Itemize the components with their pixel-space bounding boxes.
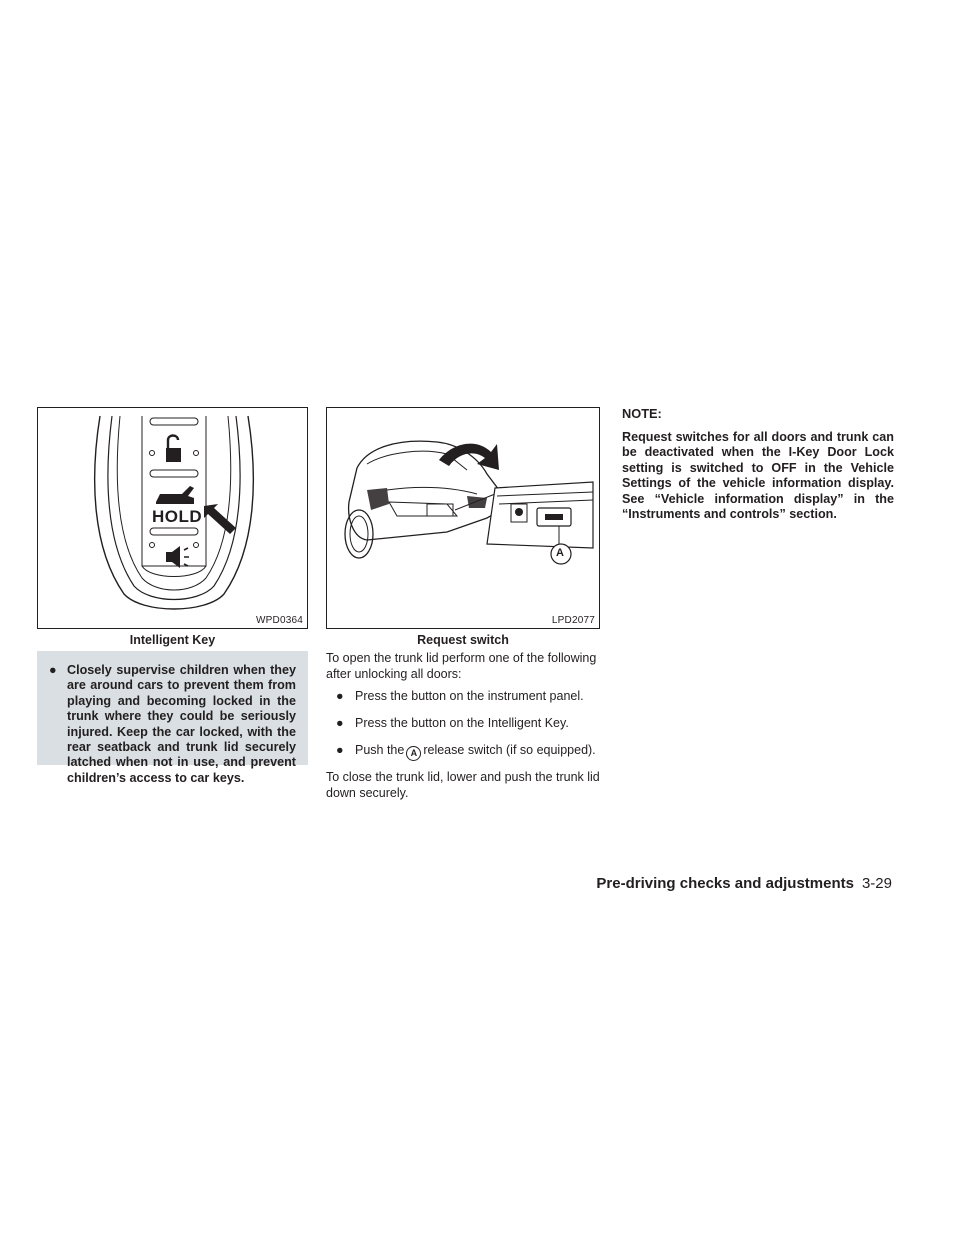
page-footer — [596, 875, 892, 892]
figure-caption: Intelligent Key — [129, 633, 216, 647]
panic-alarm-icon — [166, 546, 189, 568]
warning-text: Closely supervise children when they are around cars to prevent them from playing and becoming locked in the trunk where they could be seriously injured. Keep the car locked, with the rear seatback and trunk lid securely latched when not in use, and prevent children’s access to car keys. — [67, 663, 296, 785]
list-item-suffix: release switch (if so equipped). — [423, 743, 596, 757]
figure-code: LPD2077 — [551, 615, 595, 626]
figure-caption: Request switch — [417, 633, 509, 647]
figure-code: WPD0364 — [256, 615, 303, 626]
list-item-text — [355, 743, 596, 761]
hold-label: HOLD — [152, 507, 203, 526]
open-arrow-icon — [439, 444, 499, 470]
circled-a-marker: A — [406, 746, 421, 761]
trunk-illustration — [327, 408, 599, 628]
trunk-icon — [156, 486, 194, 504]
pointer-arrow-icon — [204, 504, 236, 534]
request-switch-figure — [326, 407, 600, 629]
list-item-text: Press the button on the Intelligent Key. — [355, 716, 569, 730]
list-item-prefix: Push the — [355, 743, 405, 757]
intelligent-key-figure — [37, 407, 308, 629]
note-title: NOTE: — [622, 406, 662, 421]
list-bullet: ● — [336, 689, 344, 703]
closing-paragraph: To close the trunk lid, lower and push the trunk lid down securely. — [326, 770, 600, 800]
list-bullet: ● — [336, 743, 344, 757]
footer-section-title: Pre-driving checks and adjustments — [596, 875, 854, 892]
warning-box — [37, 651, 308, 785]
list-item-text: Press the button on the instrument panel. — [355, 689, 584, 703]
page-number: 3-29 — [861, 875, 892, 892]
intro-paragraph: To open the trunk lid perform one of the following after unlocking all doors: — [326, 651, 597, 681]
list-bullet: ● — [336, 716, 344, 730]
warning-bullet: ● — [49, 663, 57, 677]
switch-marker-label: A — [556, 547, 564, 559]
unlock-icon — [166, 436, 181, 463]
note-text: Request switches for all doors and trunk can be deactivated when the I-Key Door Lock setting is switched to OFF in the Vehicle Settings of the vehicle information display. See “Vehicle information display” in the “Instruments and controls” section. — [622, 430, 894, 522]
